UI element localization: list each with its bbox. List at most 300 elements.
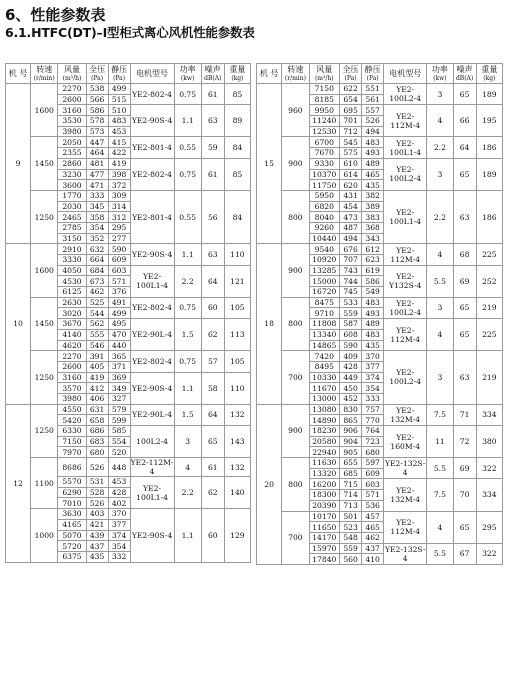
noise-cell: 64: [201, 265, 224, 297]
model-number-cell: 18: [257, 244, 282, 404]
flow-cell: 3570: [58, 383, 86, 394]
power-cell: 5.5: [427, 265, 453, 297]
noise-cell: 65: [201, 426, 224, 458]
weight-cell: 322: [476, 458, 502, 479]
noise-cell: 59: [201, 137, 224, 158]
total-pressure-cell: 830: [340, 404, 362, 415]
flow-cell: 5420: [58, 415, 86, 426]
total-pressure-cell: 655: [340, 458, 362, 469]
flow-cell: 10330: [309, 372, 339, 383]
flow-cell: 11630: [309, 458, 339, 469]
flow-cell: 9330: [309, 158, 339, 169]
flow-cell: 7010: [58, 498, 86, 509]
col-speed-unit: (r/min): [284, 75, 306, 82]
flow-cell: 3150: [58, 233, 86, 244]
static-pressure-cell: 435: [362, 340, 384, 351]
static-pressure-cell: 494: [362, 126, 384, 137]
col-weight: [224, 64, 250, 84]
total-pressure-cell: 439: [86, 530, 108, 541]
static-pressure-cell: 332: [108, 551, 130, 562]
static-pressure-cell: 571: [108, 276, 130, 287]
col-flow: [58, 64, 86, 84]
total-pressure-cell: 487: [340, 222, 362, 233]
noise-cell: 58: [201, 372, 224, 404]
flow-cell: 2600: [58, 361, 86, 372]
flow-cell: 4050: [58, 265, 86, 276]
motor-model-cell: 100L2-4: [130, 426, 174, 458]
static-pressure-cell: 435: [362, 180, 384, 191]
flow-cell: 5070: [58, 530, 86, 541]
flow-cell: 8475: [309, 297, 339, 308]
table-row: [6, 244, 251, 255]
speed-cell: 1250: [31, 190, 58, 243]
col-speed-label: 转速: [287, 65, 304, 74]
power-cell: 5.5: [427, 458, 453, 479]
total-pressure-cell: 431: [340, 190, 362, 201]
motor-model-cell: YE2-100L1-4: [384, 190, 427, 243]
weight-cell: 84: [224, 190, 250, 243]
total-pressure-cell: 686: [86, 426, 108, 437]
noise-cell: 64: [201, 404, 224, 425]
motor-model-cell: YE2-90S-4: [130, 244, 174, 265]
total-pressure-cell: 545: [340, 137, 362, 148]
total-pressure-cell: 447: [86, 137, 108, 148]
power-cell: 0.75: [174, 297, 201, 318]
total-pressure-cell: 631: [86, 404, 108, 415]
static-pressure-cell: 349: [108, 383, 130, 394]
motor-model-cell: YE2-112M-4: [130, 458, 174, 477]
power-cell: 0.55: [174, 190, 201, 243]
total-pressure-cell: 622: [340, 84, 362, 95]
static-pressure-cell: 489: [362, 158, 384, 169]
total-pressure-cell: 421: [86, 519, 108, 530]
static-pressure-cell: 597: [362, 458, 384, 469]
flow-cell: 6330: [58, 426, 86, 437]
flow-cell: 7420: [309, 351, 339, 362]
weight-cell: 189: [476, 158, 502, 190]
header-row: [6, 64, 251, 84]
motor-model-cell: YE2-801-4: [130, 190, 174, 243]
total-pressure-cell: 744: [340, 276, 362, 287]
noise-cell: 67: [453, 543, 476, 564]
noise-cell: 66: [453, 105, 476, 137]
weight-cell: 110: [224, 372, 250, 404]
static-pressure-cell: 571: [362, 490, 384, 501]
weight-cell: 295: [476, 511, 502, 543]
power-cell: 2.2: [427, 190, 453, 243]
right-parameter-table: [256, 63, 503, 565]
flow-cell: 13340: [309, 329, 339, 340]
static-pressure-cell: 354: [108, 541, 130, 552]
table-row: [257, 511, 503, 522]
noise-cell: 64: [453, 137, 476, 158]
static-pressure-cell: 374: [362, 372, 384, 383]
total-pressure-cell: 412: [86, 383, 108, 394]
weight-cell: 132: [224, 458, 250, 477]
power-cell: 2.2: [174, 477, 201, 509]
static-pressure-cell: 770: [362, 415, 384, 426]
flow-cell: 13080: [309, 404, 339, 415]
col-flow-unit: (m³/h): [62, 75, 82, 82]
flow-cell: 3160: [58, 372, 86, 383]
static-pressure-cell: 389: [362, 201, 384, 212]
speed-cell: 700: [282, 511, 309, 564]
static-pressure-cell: 419: [108, 158, 130, 169]
flow-cell: 11808: [309, 319, 339, 330]
static-pressure-cell: 483: [362, 137, 384, 148]
table-row: [257, 84, 503, 95]
model-number-cell: 10: [6, 244, 31, 404]
weight-cell: 121: [224, 265, 250, 297]
power-cell: 1.5: [174, 404, 201, 425]
total-pressure-cell: 419: [86, 372, 108, 383]
total-pressure-cell: 471: [86, 180, 108, 191]
col-flow-label: 风量: [63, 65, 80, 74]
total-pressure-cell: 673: [86, 276, 108, 287]
flow-cell: 8185: [309, 94, 339, 105]
flow-cell: 2270: [58, 84, 86, 95]
static-pressure-cell: 536: [362, 500, 384, 511]
total-pressure-cell: 358: [86, 212, 108, 223]
col-noise: [453, 64, 476, 84]
total-pressure-cell: 501: [340, 511, 362, 522]
total-pressure-cell: 684: [86, 265, 108, 276]
total-pressure-cell: 745: [340, 287, 362, 298]
power-cell: 2.2: [427, 137, 453, 158]
static-pressure-cell: 590: [108, 244, 130, 255]
total-pressure-cell: 481: [86, 158, 108, 169]
motor-model-cell: YE2-100L1-4: [384, 137, 427, 158]
static-pressure-cell: 343: [362, 233, 384, 244]
power-cell: 1.1: [174, 509, 201, 562]
static-pressure-cell: 491: [108, 297, 130, 308]
col-static-pressure-unit: (Pa): [113, 75, 126, 82]
power-cell: 4: [427, 105, 453, 137]
flow-cell: 9260: [309, 222, 339, 233]
motor-model-cell: YE2-100L2-4: [384, 158, 427, 190]
col-model: [6, 64, 31, 84]
power-cell: 4: [427, 244, 453, 265]
noise-cell: 56: [201, 190, 224, 243]
motor-model-cell: YE2-132M-4: [384, 404, 427, 425]
flow-cell: 14890: [309, 415, 339, 426]
flow-cell: 2050: [58, 137, 86, 148]
model-number-cell: 9: [6, 84, 31, 244]
noise-cell: 63: [201, 105, 224, 137]
motor-model-cell: YE2-100L2-4: [384, 84, 427, 105]
static-pressure-cell: 428: [108, 487, 130, 498]
col-noise-unit: dB(A): [204, 75, 222, 82]
weight-cell: 225: [476, 319, 502, 351]
flow-cell: 3980: [58, 126, 86, 137]
col-total-pressure-label: 全压: [89, 65, 106, 74]
flow-cell: 5720: [58, 541, 86, 552]
flow-cell: 10440: [309, 233, 339, 244]
total-pressure-cell: 683: [86, 436, 108, 447]
total-pressure-cell: 391: [86, 351, 108, 362]
total-pressure-cell: 528: [86, 487, 108, 498]
static-pressure-cell: 437: [362, 543, 384, 554]
flow-cell: 11670: [309, 383, 339, 394]
total-pressure-cell: 462: [86, 287, 108, 298]
static-pressure-cell: 561: [362, 94, 384, 105]
static-pressure-cell: 609: [362, 468, 384, 479]
static-pressure-cell: 377: [108, 519, 130, 530]
total-pressure-cell: 403: [86, 509, 108, 520]
total-pressure-cell: 409: [340, 351, 362, 362]
flow-cell: 6820: [309, 201, 339, 212]
flow-cell: 2270: [58, 351, 86, 362]
model-number-cell: 12: [6, 404, 31, 562]
table-row: [257, 458, 503, 469]
total-pressure-cell: 548: [340, 532, 362, 543]
static-pressure-cell: 453: [108, 126, 130, 137]
static-pressure-cell: 465: [362, 169, 384, 180]
flow-cell: 13000: [309, 393, 339, 404]
noise-cell: 61: [201, 84, 224, 105]
static-pressure-cell: 415: [108, 137, 130, 148]
total-pressure-cell: 587: [340, 319, 362, 330]
weight-cell: 334: [476, 479, 502, 511]
total-pressure-cell: 538: [86, 84, 108, 95]
speed-cell: 1600: [31, 244, 58, 297]
col-flow-label: 风量: [316, 65, 333, 74]
static-pressure-cell: 520: [108, 447, 130, 458]
total-pressure-cell: 523: [340, 522, 362, 533]
total-pressure-cell: 454: [340, 201, 362, 212]
total-pressure-cell: 905: [340, 447, 362, 458]
total-pressure-cell: 452: [340, 393, 362, 404]
flow-cell: 13320: [309, 468, 339, 479]
col-power: [174, 64, 201, 84]
weight-cell: 322: [476, 543, 502, 564]
power-cell: 3: [427, 351, 453, 404]
static-pressure-cell: 493: [362, 308, 384, 319]
power-cell: 5.5: [427, 543, 453, 564]
static-pressure-cell: 465: [362, 522, 384, 533]
table-row: [6, 458, 251, 477]
flow-cell: 2630: [58, 297, 86, 308]
col-static-pressure-unit: (Pa): [366, 75, 379, 82]
power-cell: 4: [174, 458, 201, 477]
weight-cell: 105: [224, 297, 250, 318]
static-pressure-cell: 499: [108, 84, 130, 95]
col-weight-unit: (kg): [231, 75, 244, 82]
flow-cell: 4140: [58, 329, 86, 340]
noise-cell: 72: [453, 426, 476, 458]
flow-cell: 18230: [309, 426, 339, 437]
table-row: [6, 509, 251, 520]
noise-cell: 65: [453, 511, 476, 543]
col-total-pressure-unit: (Pa): [91, 75, 104, 82]
static-pressure-cell: 483: [362, 297, 384, 308]
col-total-pressure: [340, 64, 362, 84]
weight-cell: 110: [224, 244, 250, 265]
flow-cell: 3020: [58, 308, 86, 319]
flow-cell: 16720: [309, 287, 339, 298]
noise-cell: 62: [201, 319, 224, 351]
power-cell: 3: [427, 297, 453, 318]
motor-model-cell: YE2-100L2-4: [384, 297, 427, 318]
motor-model-cell: YE2-112M-4: [384, 511, 427, 543]
total-pressure-cell: 352: [86, 233, 108, 244]
static-pressure-cell: 372: [108, 180, 130, 191]
flow-cell: 14865: [309, 340, 339, 351]
static-pressure-cell: 402: [108, 498, 130, 509]
weight-cell: 252: [476, 265, 502, 297]
col-static-pressure-label: 静压: [111, 65, 128, 74]
total-pressure-cell: 533: [340, 297, 362, 308]
speed-cell: 1250: [31, 404, 58, 457]
motor-model-cell: YE2-90S-4: [130, 509, 174, 562]
col-model-label: 机 号: [259, 68, 279, 78]
col-weight-label: 重量: [229, 65, 246, 74]
speed-cell: 800: [282, 190, 309, 243]
motor-model-cell: YE2-802-4: [130, 158, 174, 190]
flow-cell: 7970: [58, 447, 86, 458]
static-pressure-cell: 368: [362, 222, 384, 233]
total-pressure-cell: 449: [340, 372, 362, 383]
speed-cell: 1450: [31, 297, 58, 350]
total-pressure-cell: 590: [340, 340, 362, 351]
motor-model-cell: YE2-112M-4: [384, 244, 427, 265]
noise-cell: 68: [453, 244, 476, 265]
noise-cell: 60: [201, 509, 224, 562]
motor-model-cell: YE2-132S-4: [384, 544, 426, 563]
flow-cell: 15000: [309, 276, 339, 287]
flow-cell: 2465: [58, 212, 86, 223]
static-pressure-cell: 370: [362, 351, 384, 362]
total-pressure-cell: 620: [340, 180, 362, 191]
static-pressure-cell: 453: [108, 477, 130, 488]
col-total-pressure: [86, 64, 108, 84]
motor-model-cell: YE2-90L-4: [130, 319, 174, 351]
noise-cell: 61: [201, 458, 224, 477]
flow-cell: 8040: [309, 212, 339, 223]
motor-model-cell: YE2-160M-4: [384, 426, 427, 458]
col-motor-label: 电机型号: [136, 68, 169, 78]
table-row: [257, 351, 503, 362]
total-pressure-cell: 610: [340, 158, 362, 169]
noise-cell: 69: [453, 265, 476, 297]
col-model: [257, 64, 282, 84]
col-total-pressure-label: 全压: [342, 65, 359, 74]
flow-cell: 9710: [309, 308, 339, 319]
total-pressure-cell: 614: [340, 169, 362, 180]
static-pressure-cell: 440: [108, 340, 130, 351]
noise-cell: 65: [453, 297, 476, 318]
static-pressure-cell: 489: [362, 319, 384, 330]
flow-cell: 10170: [309, 511, 339, 522]
flow-cell: 3600: [58, 180, 86, 191]
col-speed-label: 转速: [36, 65, 53, 74]
col-total-pressure-unit: (Pa): [344, 75, 357, 82]
model-number-cell: 15: [257, 84, 282, 244]
static-pressure-cell: 619: [362, 265, 384, 276]
weight-cell: 189: [476, 84, 502, 105]
noise-cell: 63: [201, 244, 224, 265]
static-pressure-cell: 764: [362, 426, 384, 437]
motor-model-cell: YE2-100L2-4: [384, 351, 427, 404]
col-noise-unit: dB(A): [455, 75, 474, 82]
flow-cell: 6375: [58, 551, 86, 562]
static-pressure-cell: 603: [362, 479, 384, 490]
static-pressure-cell: 493: [362, 148, 384, 159]
col-weight-label: 重量: [481, 65, 498, 74]
total-pressure-cell: 559: [340, 308, 362, 319]
motor-model-cell: YE2-90S-4: [130, 372, 174, 404]
noise-cell: 62: [201, 477, 224, 509]
flow-cell: 2910: [58, 244, 86, 255]
speed-cell: 900: [282, 137, 309, 190]
flow-cell: 2355: [58, 148, 86, 159]
table-row: [257, 244, 503, 255]
weight-cell: 140: [224, 477, 250, 509]
total-pressure-cell: 559: [340, 543, 362, 554]
section-heading: 6、性能参数表: [5, 6, 106, 24]
motor-model-cell: YE2-802-4: [130, 84, 174, 105]
speed-cell: 900: [282, 244, 309, 297]
model-number-cell: 20: [257, 404, 282, 564]
noise-cell: 65: [453, 319, 476, 351]
header-row: [257, 64, 503, 84]
flow-cell: 11240: [309, 116, 339, 127]
power-cell: 1.1: [174, 105, 201, 137]
static-pressure-cell: 327: [108, 393, 130, 404]
flow-cell: 7150: [309, 84, 339, 95]
static-pressure-cell: 757: [362, 404, 384, 415]
motor-model-cell: YE2-802-4: [130, 351, 174, 372]
noise-cell: 70: [453, 479, 476, 511]
weight-cell: 195: [476, 105, 502, 137]
total-pressure-cell: 464: [86, 148, 108, 159]
flow-cell: 22940: [309, 447, 339, 458]
speed-cell: 1100: [31, 458, 58, 509]
power-cell: 4: [427, 319, 453, 351]
total-pressure-cell: 531: [86, 477, 108, 488]
static-pressure-cell: 499: [108, 308, 130, 319]
flow-cell: 3980: [58, 393, 86, 404]
col-static-pressure: [362, 64, 384, 84]
speed-cell: 1000: [31, 509, 58, 562]
motor-model-cell: YE2-90S-4: [130, 105, 174, 137]
flow-cell: 4620: [58, 340, 86, 351]
static-pressure-cell: 483: [362, 329, 384, 340]
flow-cell: 10920: [309, 255, 339, 266]
table-title: 6.1.HTFC(DT)–I型柜式离心风机性能参数表: [5, 25, 255, 40]
total-pressure-cell: 428: [340, 361, 362, 372]
total-pressure-cell: 473: [340, 212, 362, 223]
weight-cell: 143: [224, 426, 250, 458]
flow-cell: 15970: [309, 543, 339, 554]
static-pressure-cell: 723: [362, 436, 384, 447]
power-cell: 4: [427, 511, 453, 543]
col-model-label: 机 号: [8, 68, 28, 78]
table-row: [6, 84, 251, 95]
power-cell: 3: [174, 426, 201, 458]
noise-cell: 69: [453, 458, 476, 479]
power-cell: 7.5: [427, 479, 453, 511]
weight-cell: 89: [224, 105, 250, 137]
flow-cell: 2860: [58, 158, 86, 169]
flow-cell: 12530: [309, 126, 339, 137]
static-pressure-cell: 470: [108, 329, 130, 340]
speed-cell: 960: [282, 84, 309, 137]
weight-cell: 219: [476, 297, 502, 318]
weight-cell: 105: [224, 351, 250, 372]
static-pressure-cell: 410: [362, 554, 384, 565]
col-motor: [384, 64, 427, 84]
